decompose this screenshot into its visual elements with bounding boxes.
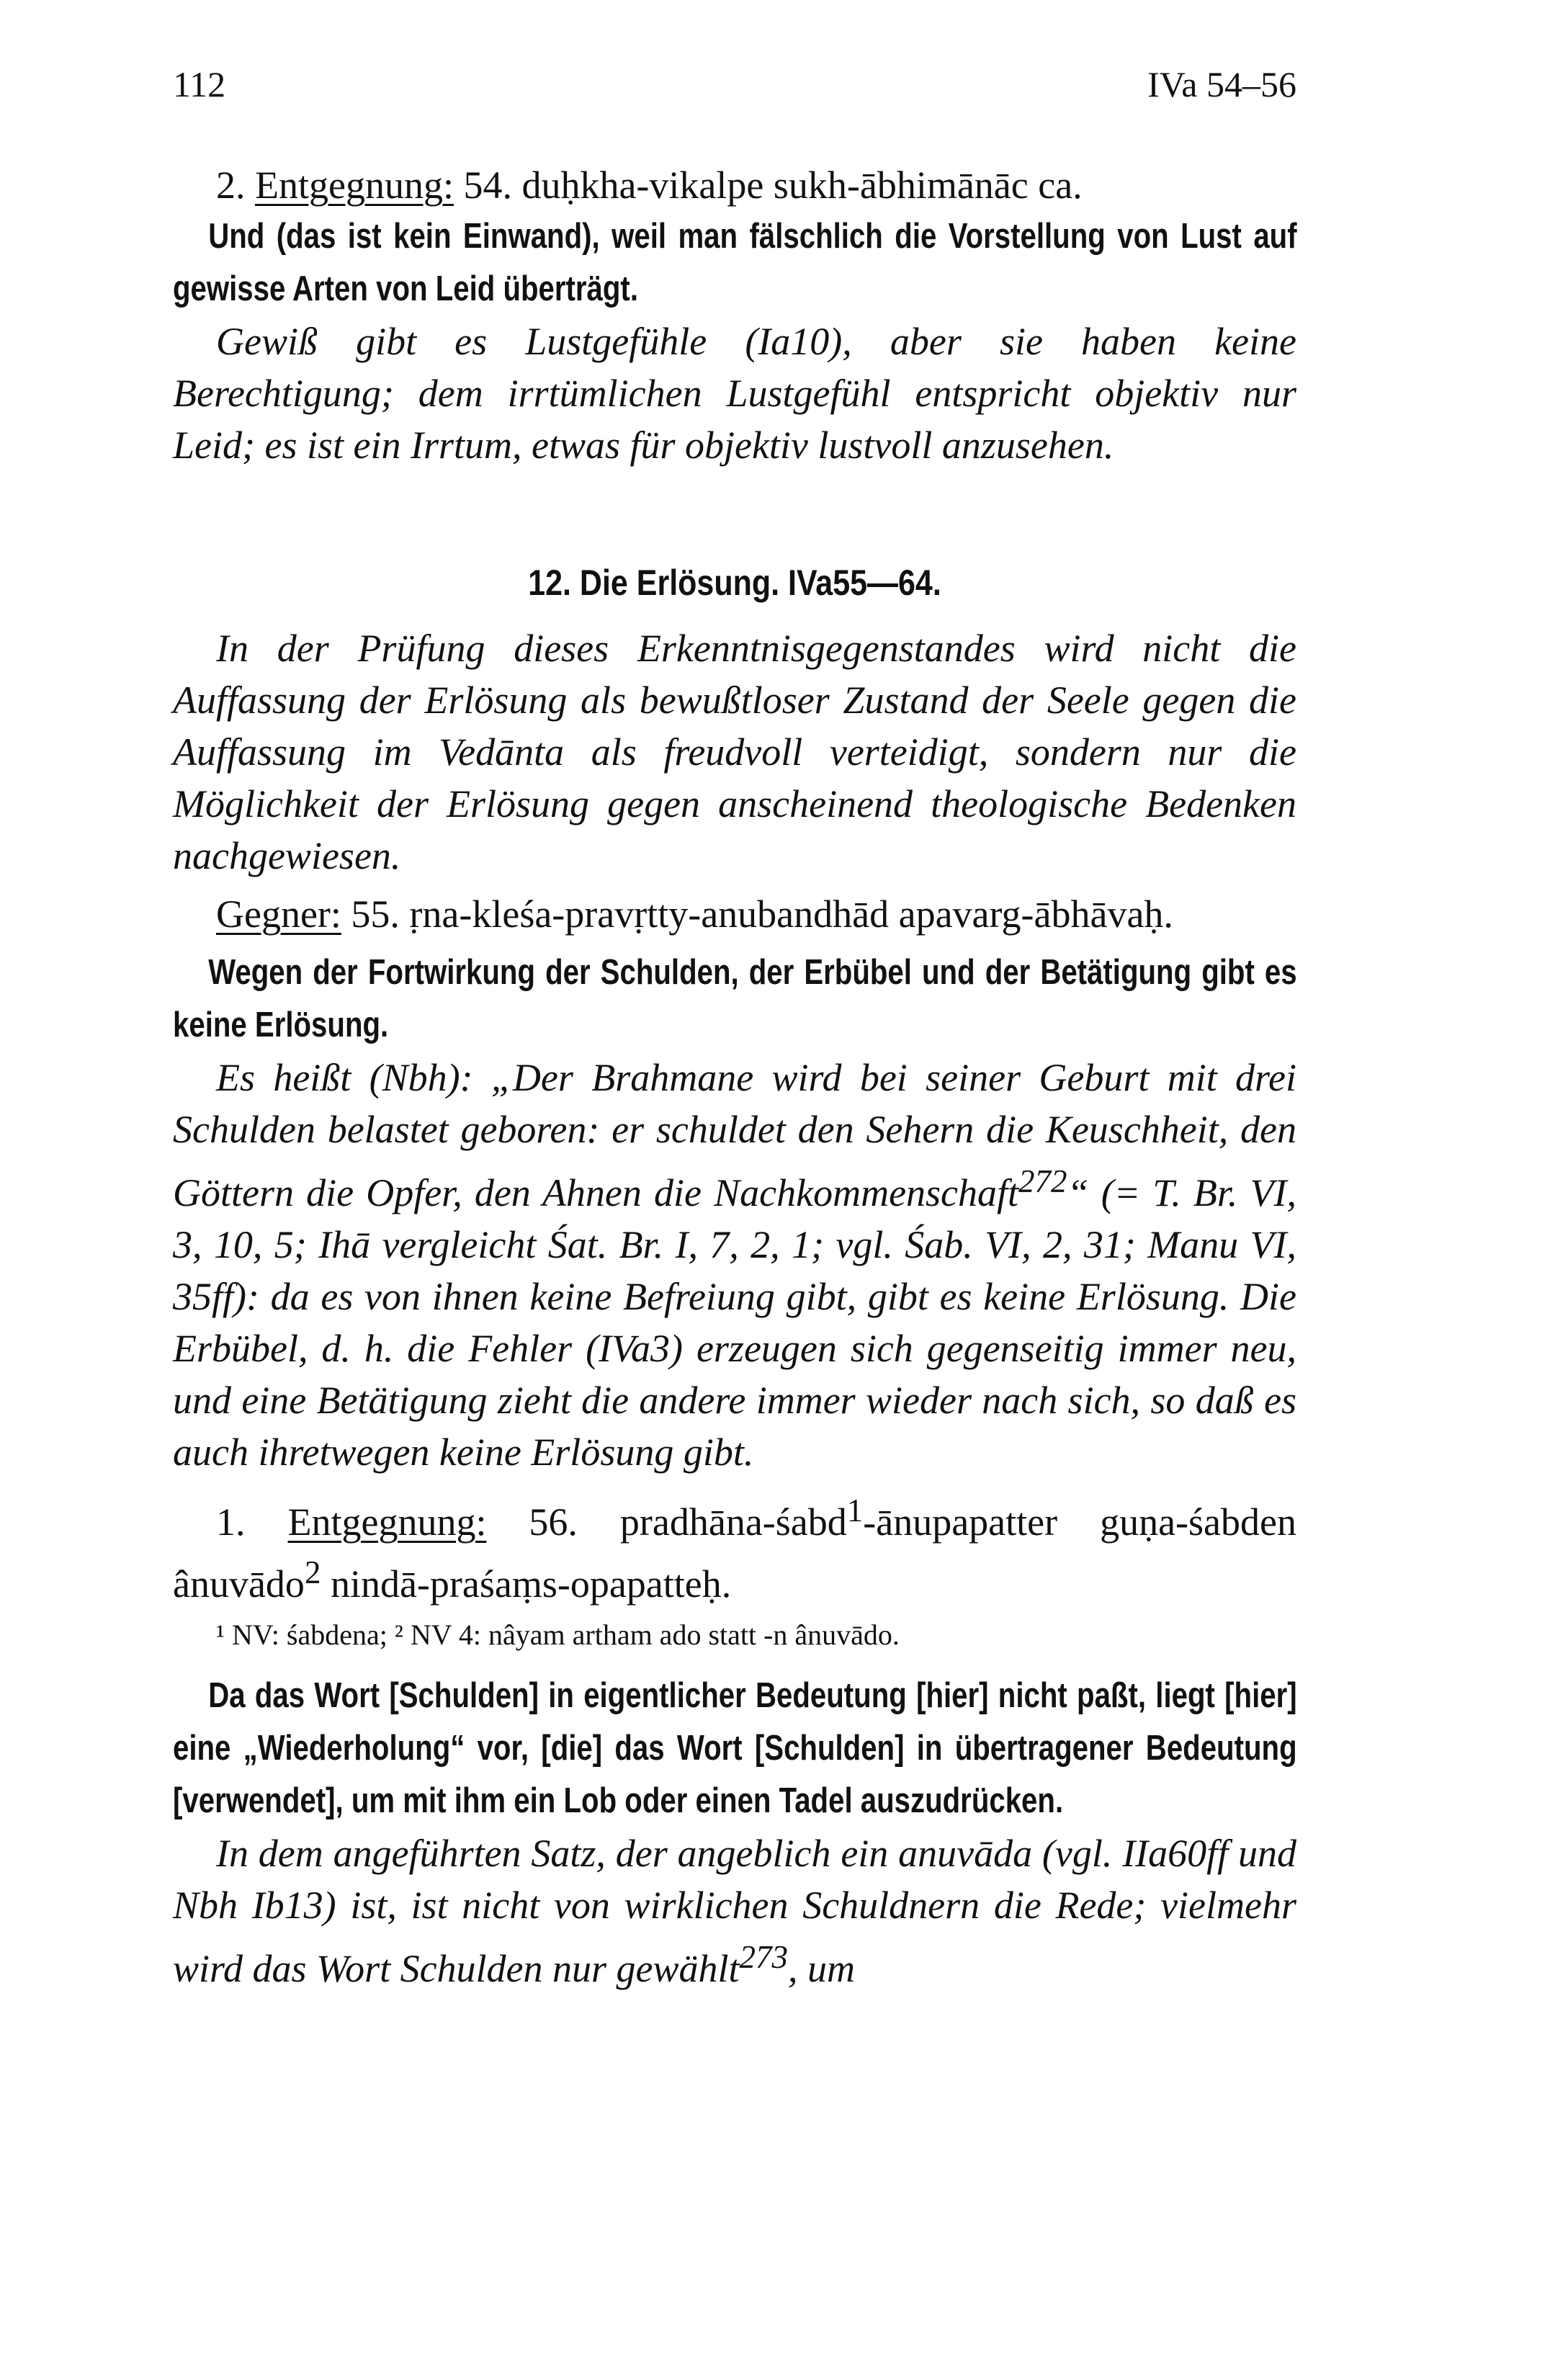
sutra-55-text: 55. ṛna-kleśa-pravṛtty-anubandhād apavarg-ābhāvaḥ. [341,892,1173,936]
sutra-56-text-c: nindā-praśaṃs-opapatteḥ. [321,1562,732,1606]
sutra-55-speaker: Gegner: [216,892,341,936]
commentary-55-part1: Es heißt (Nbh): „Der Brahmane wird bei seiner Geburt mit drei Schulden belastet geboren: er schuldet den Sehern die Keuschheit, den Göttern die Opfer, den Ahnen die Nachkommenschaft [173,1056,1296,1214]
sutra-54-speaker: Entgegnung: [255,164,454,207]
sutra-56-variant-2: 2 [304,1554,321,1590]
sutra-56-variant-1: 1 [846,1492,864,1528]
page-header [173,63,1296,114]
sutra-56-text-b: -ānupapatter guṇa-śabden ânuvādo [173,1500,1296,1606]
sutra-56-text-a: 56. pradhāna-śabd [486,1500,847,1544]
sutra-56 [173,1485,1296,1609]
commentary-54: Gewiß gibt es Lustgefühle (Ia10), aber sie haben keine Berechtigung; dem irrtümlichen Lustgefühl entspricht objektiv nur Leid; es ist ein Irrtum, etwas für objektiv lustvoll anzusehen. [173,320,1296,467]
commentary-56 [173,1827,1296,1995]
section-heading: 12. Die Erlösung. IVa55—64. [528,563,941,603]
sutra-56-speaker: Entgegnung: [287,1500,487,1544]
section-intro: In der Prüfung dieses Erkenntnisgegenstandes wird nicht die Auffassung der Erlösung als bewußtloser Zustand der Seele gegen die Auffassung im Vedānta als freudvoll verteidigt, sondern nur die Möglichkeit der Erlösung gegen anscheinend theologische Bedenken nachgewiesen. [173,627,1296,877]
commentary-55 [173,1052,1296,1478]
commentary-55-part2: “ (= T. Br. VI, 3, 10, 5; Ihā vergleicht Śat. Br. I, 7, 2, 1; vgl. Śab. VI, 2, 31; Manu VI, 35ff): da es von ihnen keine Befreiung gibt, gibt es keine Erlösung. Die Erbübel, d. h. die Fehler (IVa3) erzeugen sich gegenseitig immer neu, und eine Betätigung zieht die andere immer wieder nach sich, so daß es auch ihretwegen keine Erlösung gibt. [173,1171,1296,1474]
sutra-54-number: 2. [216,164,255,207]
sutra-54 [173,160,1296,210]
page-number: 112 [173,64,226,104]
footnote-ref-272: 272 [1018,1163,1067,1199]
sutra-55 [173,889,1296,939]
page-body [173,160,1296,1995]
translation-55: Wegen der Fortwirkung der Schulden, der Erbübel und der Betätigung gibt es keine Erlösung. [173,953,1297,1044]
variant-footnote: ¹ NV: śabdena; ² NV 4: nâyam artham ado statt -n ânuvādo. [216,1619,900,1651]
translation-54: Und (das ist kein Einwand), weil man fälschlich die Vorstellung von Lust auf gewisse Arten von Leid überträgt. [173,217,1297,308]
commentary-56-part2: , um [788,1947,856,1990]
running-head: IVa 54–56 [1147,64,1296,104]
translation-56: Da das Wort [Schulden] in eigentlicher Bedeutung [hier] nicht paßt, liegt [hier] eine „Wiederholung“ vor, [die] das Wort [Schulden] in übertragener Bedeutung [verwendet], um mit ihm ein Lob oder einen Tadel auszudrücken. [173,1676,1297,1820]
sutra-54-text: 54. duḥkha-vikalpe sukh-ābhimānāc ca. [453,164,1083,207]
sutra-56-number: 1. [216,1500,288,1544]
footnote-ref-273: 273 [739,1939,789,1975]
commentary-56-part1: In dem angeführten Satz, der angeblich ein anuvāda (vgl. IIa60ff und Nbh Ib13) ist, ist nicht von wirklichen Schuldnern die Rede; vielmehr wird das Wort Schulden nur gewählt [173,1832,1296,1990]
